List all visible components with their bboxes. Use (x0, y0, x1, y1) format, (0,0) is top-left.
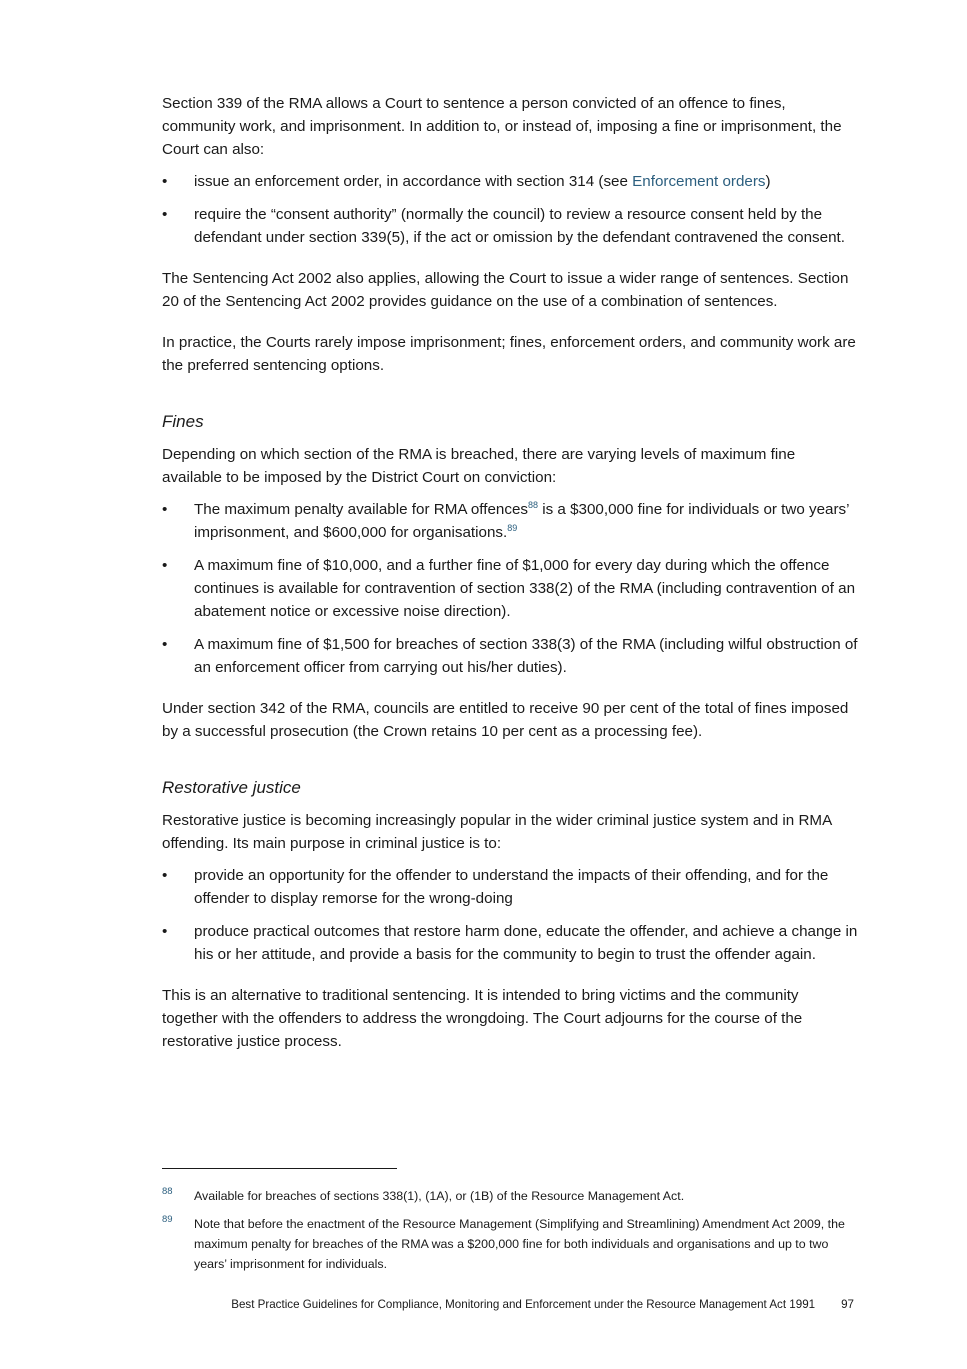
bullet-text: provide an opportunity for the offender to understand the impacts of their offending, and for the offender to display remorse for the wrong-doing (194, 867, 829, 907)
footnotes (162, 1186, 858, 1282)
fines-paragraph-1: Depending on which section of the RMA is breached, there are varying levels of maximum fine available to be imposed by the District Court on conviction: (162, 446, 796, 486)
bullet-icon: • (162, 173, 168, 190)
footnote-88 (162, 1186, 858, 1206)
footnote-text: Available for breaches of sections 338(1), (1A), or (1B) of the Resource Management Act. (194, 1189, 685, 1203)
list-item (162, 920, 858, 966)
footnote-text: Note that before the enactment of the Resource Management (Simplifying and Streamlining) Amendment Act 2009, the maximum penalty for breaches of the RMA was a $200,000 fine for both individuals and organisations and up to two years’ imprisonment for individuals. (194, 1217, 845, 1271)
page-number: 97 (841, 1298, 854, 1311)
restorative-paragraph-1: Restorative justice is becoming increasingly popular in the wider criminal justice system and in RMA offending. Its main purpose in criminal justice is to: (162, 812, 832, 852)
bullet-icon: • (162, 636, 168, 653)
footnote-ref-89[interactable]: 89 (507, 522, 518, 533)
bullet-text-end: ) (765, 173, 771, 190)
bullet-text: produce practical outcomes that restore harm done, educate the offender, and achieve a change in his or her attitude, and provide a basis for the community to begin to trust the offender again. (194, 923, 858, 963)
page-body (162, 92, 858, 1071)
intro-paragraph-3: In practice, the Courts rarely impose imprisonment; fines, enforcement orders, and community work are the preferred sentencing options. (162, 334, 856, 374)
list-item (162, 554, 858, 623)
footer-title: Best Practice Guidelines for Compliance, Monitoring and Enforcement under the Resource Management Act 1991 (231, 1298, 816, 1311)
bullet-icon: • (162, 923, 168, 940)
intro-paragraph-2: The Sentencing Act 2002 also applies, allowing the Court to issue a wider range of sentences. Section 20 of the Sentencing Act 2002 provides guidance on the use of a combination of sentences. (162, 270, 849, 310)
bullet-icon: • (162, 206, 168, 223)
fines-paragraph-2: Under section 342 of the RMA, councils are entitled to receive 90 per cent of the total of fines imposed by a successful prosecution (the Crown retains 10 per cent as a processing fee). (162, 700, 849, 740)
bullet-icon: • (162, 557, 168, 574)
bullet-text: issue an enforcement order, in accordance with section 314 (see (194, 173, 633, 190)
bullet-text: require the “consent authority” (normally the council) to review a resource consent held by the defendant under section 339(5), if the act or omission by the defendant contravened the consent. (194, 206, 845, 246)
footnote-divider (162, 1168, 397, 1169)
restorative-justice-heading: Restorative justice (162, 778, 301, 797)
bullet-text-continued: is a $300,000 fine for individuals or two years’ imprisonment, and $600,000 for organisations. (194, 501, 849, 541)
restorative-paragraph-2: This is an alternative to traditional sentencing. It is intended to bring victims and the community together with the offenders to address the wrongdoing. The Court adjourns for the course of the restorative justice process. (162, 987, 803, 1050)
list-item (162, 633, 858, 679)
bullet-text: A maximum fine of $10,000, and a further fine of $1,000 for every day during which the offence continues is available for contravention of section 338(2) of the RMA (including contravention of an abatement notice or excessive noise direction). (194, 557, 856, 620)
list-item (162, 170, 858, 193)
footnote-number: 88 (162, 1186, 173, 1197)
restorative-bullet-list (162, 864, 858, 966)
bullet-icon: • (162, 867, 168, 884)
fines-heading: Fines (162, 412, 204, 431)
page-footer (162, 1296, 854, 1314)
bullet-text: The maximum penalty available for RMA offences (194, 501, 528, 518)
bullet-text: A maximum fine of $1,500 for breaches of section 338(3) of the RMA (including wilful obstruction of an enforcement officer from carrying out his/her duties). (194, 636, 858, 676)
list-item (162, 203, 858, 249)
footnote-89 (162, 1214, 858, 1274)
intro-paragraph-1: Section 339 of the RMA allows a Court to sentence a person convicted of an offence to fines, community work, and imprisonment. In addition to, or instead of, imposing a fine or imprisonment, the Court can also: (162, 95, 842, 158)
enforcement-orders-link[interactable]: Enforcement orders (632, 173, 766, 190)
footnote-ref-88[interactable]: 88 (528, 499, 539, 510)
list-item (162, 498, 858, 544)
bullet-icon: • (162, 501, 168, 518)
list-item (162, 864, 858, 910)
fines-bullet-list (162, 498, 858, 679)
footnote-number: 89 (162, 1214, 173, 1225)
intro-bullet-list (162, 170, 858, 249)
